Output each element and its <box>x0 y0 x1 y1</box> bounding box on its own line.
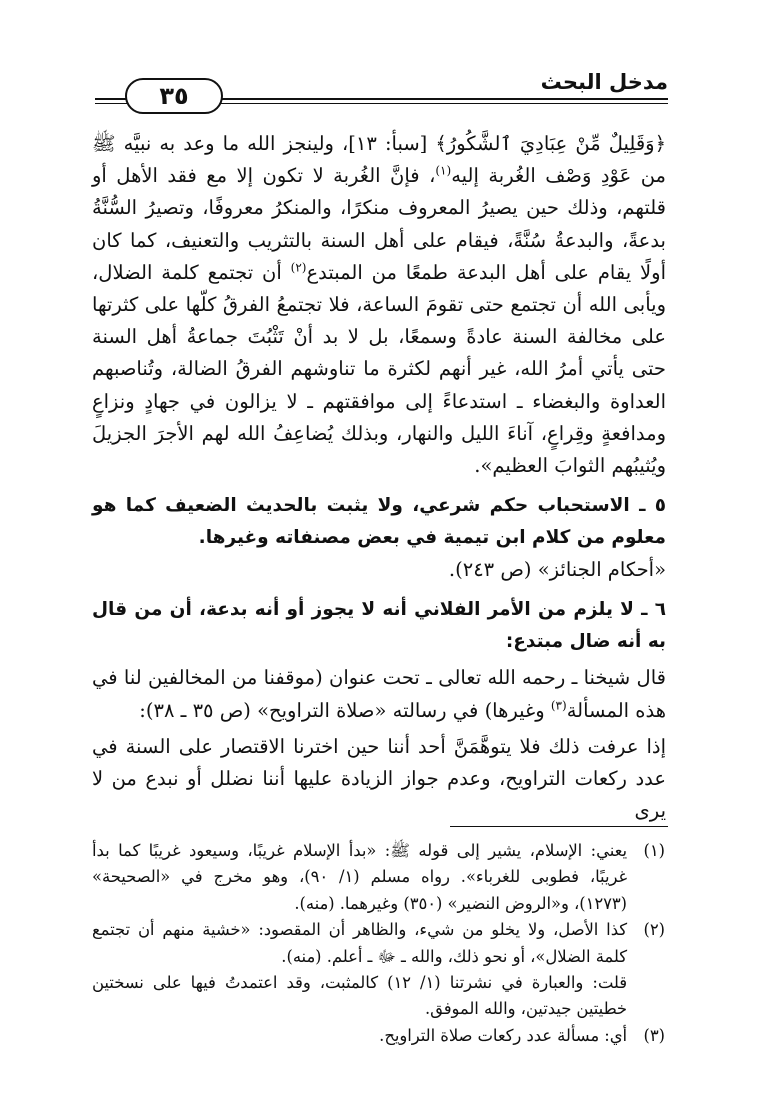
page-number: ٣٥ <box>125 78 223 114</box>
footnote <box>92 1023 665 1049</box>
footnotes <box>92 838 665 1049</box>
footnote-editor-note: قلت: والعبارة في نشرتنا (١/ ١٢) كالمثبت، وقد اعتمدتُ فيها على نسختين خطيتين جيدتين، والله الموفق. <box>92 973 628 1019</box>
paragraph-text: قال شيخنا ـ رحمه الله تعالى ـ تحت عنوان (موقفنا من المخالفين لنا في هذه المسألة <box>92 666 666 722</box>
paragraph-text: ، فإنَّ الغُربة لا تكون إلا مع فقد الأهل أو قلتهم، وذلك حين يصيرُ المعروف منكرًا، والمنكرُ معروفًا، وتصيرُ السُّنَّةُ بدعةً، والبدعةُ سُنَّةً، فيقام على أهل السنة بالتثريب والتعنيف، كما كان أولًا يقام على أهل البدعة طمعًا من المبتدع <box>92 164 666 284</box>
running-title: مدخل البحث <box>540 70 668 94</box>
footnote-ref: (١) <box>435 163 452 178</box>
footnote-number: (٣) <box>643 1025 665 1045</box>
paragraph-1 <box>92 128 666 482</box>
footnote-ref: (٢) <box>290 260 307 275</box>
footnote-text: كذا الأصل، ولا يخلو من شيء، والظاهر أن المقصود: «خشية منهم أن تجتمع كلمة الضلال»، أو نحو ذلك، والله ـ ﷻ ـ أعلم. (منه). <box>92 920 627 966</box>
footnote-text: أي: مسألة عدد ركعات صلاة التراويح. <box>379 1025 627 1045</box>
paragraph-text: وغيرها) في رسالته «صلاة التراويح» (ص ٣٥ ـ ٣٨): <box>139 698 551 722</box>
paragraph-text: ﴿وَقَلِيلٌ مِّنْ عِبَادِيَ ٱلشَّكُورُ﴾ [سبأ: ١٣]، ولينجز الله ما وعد به نبيَّه ﷺ من عَوْدِ وَصْف الغُربة إليه <box>92 132 666 188</box>
footnote-text: يعني: الإسلام، يشير إلى قوله ﷺ: «بدأ الإسلام غريبًا، وسيعود غريبًا كما بدأ غريبًا، فطوبى للغرباء». رواه مسلم (١/ ٩٠)، وهو مخرج في «الصحيحة» (١٢٧٣)، و«الروض النضير» (٣٥٠) وغيرهما. (منه). <box>92 841 627 913</box>
paragraph-6a <box>92 662 666 726</box>
reference-5: «أحكام الجنائز» (ص ٢٤٣). <box>448 558 666 582</box>
footnote-ref: (٣) <box>550 698 567 713</box>
page-body <box>92 128 666 827</box>
page-header <box>95 68 668 118</box>
footnote <box>92 917 665 970</box>
footnote-number: (١) <box>643 841 665 860</box>
footnote-number: (٢) <box>643 920 665 940</box>
footnote <box>92 838 665 917</box>
section-heading-5: ٥ ـ الاستحباب حكم شرعي، ولا يثبت بالحديث الضعيف كما هو معلوم من كلام ابن تيمية في بعض مصنفاته وغيرها. <box>92 495 666 549</box>
paragraph-text: أن تجتمع كلمة الضلال، ويأبى الله أن تجتمع حتى تقومَ الساعة، فلا تجتمعُ الفرقُ كلّها على كثرتها على مخالفة السنة عادةً وسمعًا، بل لا بد أنْ تَثْبُتَ جماعةُ أهل السنة حتى يأتي أمرُ الله، غير أنهم لكثرة ما تناوشهم الفرقُ الضالة، وتُناصبهم العداوة والبغضاء ـ استدعاءً إلى موافقتهم ـ لا يزالون في جهادٍ ونزاعٍ ومدافعةٍ وقِراعٍ، آناءَ الليل والنهار، وبذلك يُضاعِفُ الله لهم الأجرَ الجزيلَ ويُثيبُهم الثوابَ العظيم». <box>92 260 666 478</box>
paragraph-6b: إذا عرفت ذلك فلا يتوهَّمَنَّ أحد أننا حين اخترنا الاقتصار على السنة في عدد ركعات التراويح، وعدم جواز الزيادة عليها أننا نضلل أو نبدع من لا يرى <box>92 734 666 823</box>
section-heading-6: ٦ ـ لا يلزم من الأمر الفلاني أنه لا يجوز أو أنه بدعة، أن من قال به أنه ضال مبتدع: <box>92 599 666 653</box>
footnote-separator <box>450 826 668 827</box>
